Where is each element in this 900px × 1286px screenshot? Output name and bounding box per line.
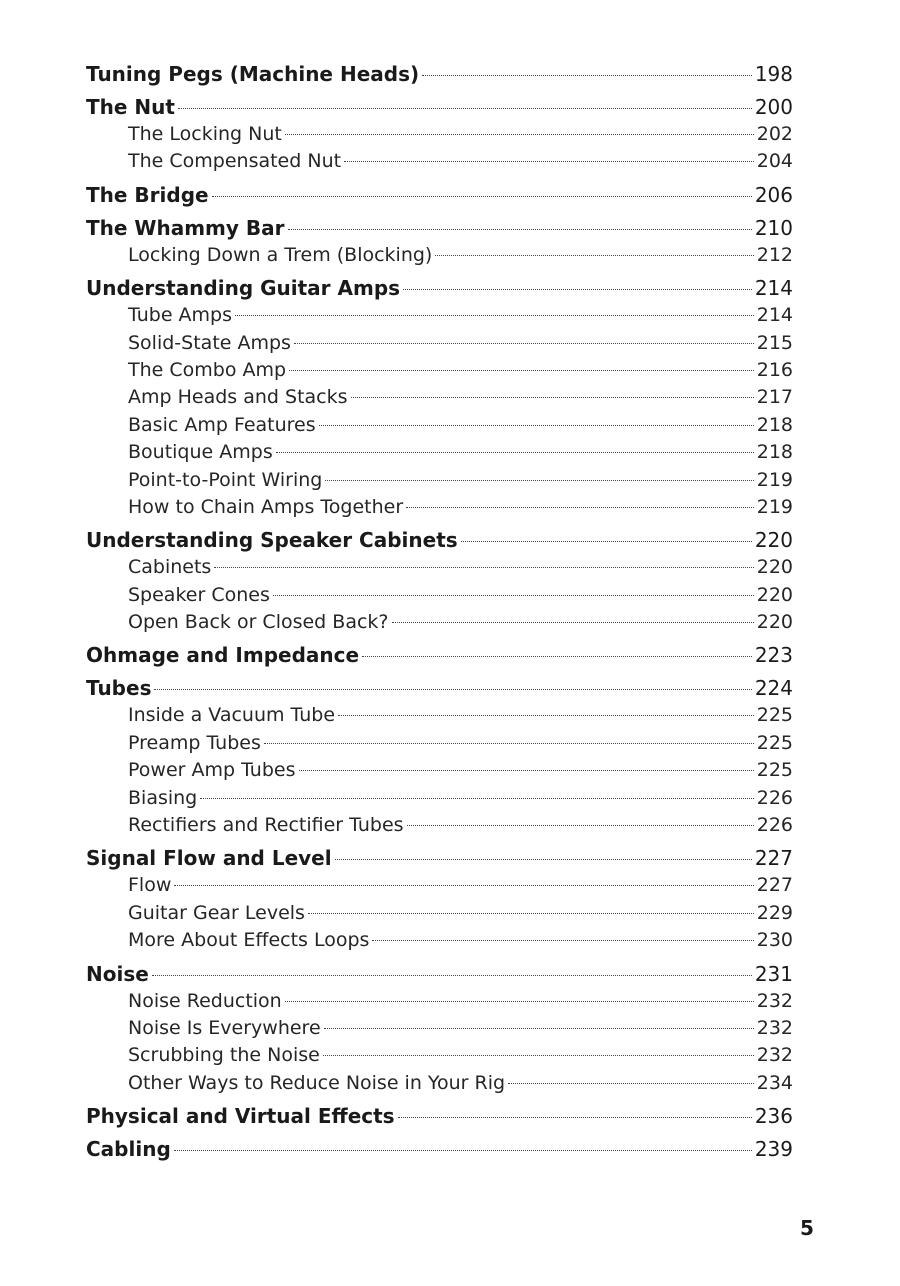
entry-title: Power Amp Tubes <box>128 759 296 782</box>
toc-chapter-entry[interactable] <box>86 641 793 669</box>
toc-chapter-entry[interactable] <box>86 674 793 702</box>
entry-page-number: 214 <box>754 276 793 301</box>
entry-title: Understanding Guitar Amps <box>86 276 401 301</box>
entry-title: The Locking Nut <box>128 123 282 145</box>
toc-section-entry[interactable] <box>86 1015 793 1042</box>
entry-title: The Combo Amp <box>128 358 287 381</box>
page-number: 5 <box>800 1216 814 1240</box>
entry-title: Point-to-Point Wiring <box>128 468 323 491</box>
entry-page-number: 231 <box>754 961 793 986</box>
entry-page-number: 225 <box>756 704 793 727</box>
toc-section-entry[interactable] <box>86 872 793 899</box>
entry-page-number: 218 <box>756 413 793 436</box>
dot-leader <box>264 743 754 744</box>
dot-leader <box>276 452 754 453</box>
entry-title: Scrubbing the Noise <box>128 1044 320 1067</box>
entry-page-number: 226 <box>756 786 793 809</box>
entry-page-number: 234 <box>756 1071 793 1094</box>
dot-leader <box>319 425 754 426</box>
toc-chapter-entry[interactable] <box>86 1102 793 1130</box>
dot-leader <box>235 315 754 316</box>
dot-leader <box>344 161 754 162</box>
entry-page-number: 214 <box>756 304 793 327</box>
toc-section-entry[interactable] <box>86 988 793 1015</box>
entry-page-number: 220 <box>754 528 793 553</box>
toc-section-entry[interactable] <box>86 439 793 466</box>
toc-section-entry[interactable] <box>86 582 793 609</box>
toc-section-entry[interactable] <box>86 330 793 357</box>
toc-section-entry[interactable] <box>86 302 793 329</box>
toc-section-entry[interactable] <box>86 494 793 521</box>
entry-page-number: 227 <box>756 874 793 897</box>
entry-page-number: 215 <box>756 331 793 354</box>
dot-leader <box>273 595 754 596</box>
dot-leader <box>288 229 752 230</box>
entry-title: Understanding Speaker Cabinets <box>86 528 458 553</box>
entry-title: The Whammy Bar <box>86 215 285 240</box>
entry-page-number: 202 <box>756 123 793 145</box>
toc-section-entry[interactable] <box>86 812 793 839</box>
toc-chapter-entry[interactable] <box>86 274 793 302</box>
toc-section-entry[interactable] <box>86 357 793 384</box>
dot-leader <box>178 108 752 109</box>
entry-page-number: 227 <box>754 846 793 871</box>
entry-page-number: 206 <box>754 182 793 207</box>
toc-chapter-entry[interactable] <box>86 60 793 88</box>
entry-page-number: 220 <box>756 583 793 606</box>
entry-title: Signal Flow and Level <box>86 846 332 871</box>
dot-leader <box>362 656 752 657</box>
dot-leader <box>351 397 754 398</box>
entry-page-number: 239 <box>754 1137 793 1162</box>
entry-page-number: 217 <box>756 386 793 409</box>
entry-page-number: 200 <box>754 95 793 119</box>
entry-title: Tuning Pegs (Machine Heads) <box>86 62 420 86</box>
toc-chapter-entry[interactable] <box>86 181 793 209</box>
entry-page-number: 223 <box>754 643 793 668</box>
entry-page-number: 229 <box>756 901 793 924</box>
entry-page-number: 216 <box>756 358 793 381</box>
entry-page-number: 212 <box>756 243 793 266</box>
entry-title: Basic Amp Features <box>128 413 316 436</box>
dot-leader <box>422 75 752 76</box>
entry-page-number: 226 <box>756 814 793 837</box>
entry-page-number: 224 <box>754 676 793 701</box>
entry-title: Rectifiers and Rectifier Tubes <box>128 814 404 837</box>
entry-title: Cabling <box>86 1137 171 1162</box>
entry-title: Speaker Cones <box>128 583 270 606</box>
dot-leader <box>403 289 752 290</box>
toc-section-entry[interactable] <box>86 785 793 812</box>
dot-leader <box>212 196 752 197</box>
toc-chapter-entry[interactable] <box>86 93 793 121</box>
dot-leader <box>406 507 754 508</box>
entry-title: Inside a Vacuum Tube <box>128 704 336 727</box>
dot-leader <box>435 255 753 256</box>
entry-page-number: 220 <box>756 556 793 579</box>
dot-leader <box>294 343 754 344</box>
dot-leader <box>335 859 752 860</box>
entry-title: Ohmage and Impedance <box>86 643 360 668</box>
entry-page-number: 236 <box>754 1104 793 1129</box>
entry-page-number: 225 <box>756 759 793 782</box>
entry-page-number: 230 <box>756 929 793 952</box>
entry-page-number: 232 <box>756 989 793 1012</box>
entry-title: Physical and Virtual Effects <box>86 1104 395 1129</box>
toc-section-entry[interactable] <box>86 900 793 927</box>
toc-chapter-entry[interactable] <box>86 844 793 872</box>
entry-title: How to Chain Amps Together <box>128 495 404 518</box>
entry-page-number: 220 <box>756 611 793 634</box>
entry-title: Other Ways to Reduce Noise in Your Rig <box>128 1071 506 1094</box>
dot-leader <box>154 689 751 690</box>
dot-leader <box>324 1028 754 1029</box>
entry-title: Noise Reduction <box>128 989 282 1012</box>
dot-leader <box>407 825 754 826</box>
dot-leader <box>372 940 753 941</box>
dot-leader <box>338 715 754 716</box>
toc-section-entry[interactable] <box>86 242 793 269</box>
entry-title: Open Back or Closed Back? <box>128 611 389 634</box>
entry-page-number: 225 <box>756 731 793 754</box>
entry-title: Guitar Gear Levels <box>128 901 305 924</box>
toc-chapter-entry[interactable] <box>86 1135 793 1163</box>
dot-leader <box>289 370 754 371</box>
entry-title: The Compensated Nut <box>128 150 342 173</box>
entry-page-number: 232 <box>756 1016 793 1039</box>
entry-title: Flow <box>128 874 172 897</box>
entry-title: Boutique Amps <box>128 441 273 464</box>
toc-section-entry[interactable] <box>86 148 793 175</box>
toc-section-entry[interactable] <box>86 384 793 411</box>
entry-title: Noise <box>86 961 149 986</box>
dot-leader <box>174 1150 752 1151</box>
entry-title: Locking Down a Trem (Blocking) <box>128 243 433 266</box>
entry-title: Solid-State Amps <box>128 331 291 354</box>
toc-section-entry[interactable] <box>86 412 793 439</box>
toc-section-entry[interactable] <box>86 1070 793 1097</box>
entry-page-number: 210 <box>754 215 793 240</box>
dot-leader <box>214 567 753 568</box>
entry-title: Tubes <box>86 676 152 701</box>
toc-chapter-entry[interactable] <box>86 960 793 988</box>
toc-chapter-entry[interactable] <box>86 526 793 554</box>
entry-page-number: 219 <box>756 468 793 491</box>
dot-leader <box>285 134 754 135</box>
toc-section-entry[interactable] <box>86 702 793 729</box>
toc-section-entry[interactable] <box>86 730 793 757</box>
dot-leader <box>508 1083 754 1084</box>
dot-leader <box>285 1001 754 1002</box>
entry-page-number: 218 <box>756 441 793 464</box>
toc-section-entry[interactable] <box>86 757 793 784</box>
entry-page-number: 204 <box>756 150 793 173</box>
entry-title: Amp Heads and Stacks <box>128 386 348 409</box>
dot-leader <box>308 913 754 914</box>
entry-title: Noise Is Everywhere <box>128 1016 321 1039</box>
dot-leader <box>461 541 752 542</box>
table-of-contents <box>86 60 793 1163</box>
entry-title: Tube Amps <box>128 304 233 327</box>
dot-leader <box>152 975 752 976</box>
dot-leader <box>174 885 753 886</box>
toc-chapter-entry[interactable] <box>86 214 793 242</box>
toc-section-entry[interactable] <box>86 554 793 581</box>
dot-leader <box>325 480 753 481</box>
toc-section-entry[interactable] <box>86 1042 793 1069</box>
toc-section-entry[interactable] <box>86 121 793 148</box>
entry-title: The Bridge <box>86 182 209 207</box>
toc-section-entry[interactable] <box>86 927 793 954</box>
entry-title: Biasing <box>128 786 198 809</box>
entry-page-number: 219 <box>756 495 793 518</box>
dot-leader <box>392 622 754 623</box>
entry-page-number: 198 <box>754 62 793 86</box>
dot-leader <box>323 1055 754 1056</box>
dot-leader <box>299 770 754 771</box>
toc-section-entry[interactable] <box>86 467 793 494</box>
dot-leader <box>200 798 753 799</box>
entry-title: Cabinets <box>128 556 212 579</box>
entry-title: More About Effects Loops <box>128 929 370 952</box>
toc-section-entry[interactable] <box>86 609 793 636</box>
entry-title: The Nut <box>86 95 175 119</box>
dot-leader <box>398 1117 752 1118</box>
entry-title: Preamp Tubes <box>128 731 261 754</box>
entry-page-number: 232 <box>756 1044 793 1067</box>
